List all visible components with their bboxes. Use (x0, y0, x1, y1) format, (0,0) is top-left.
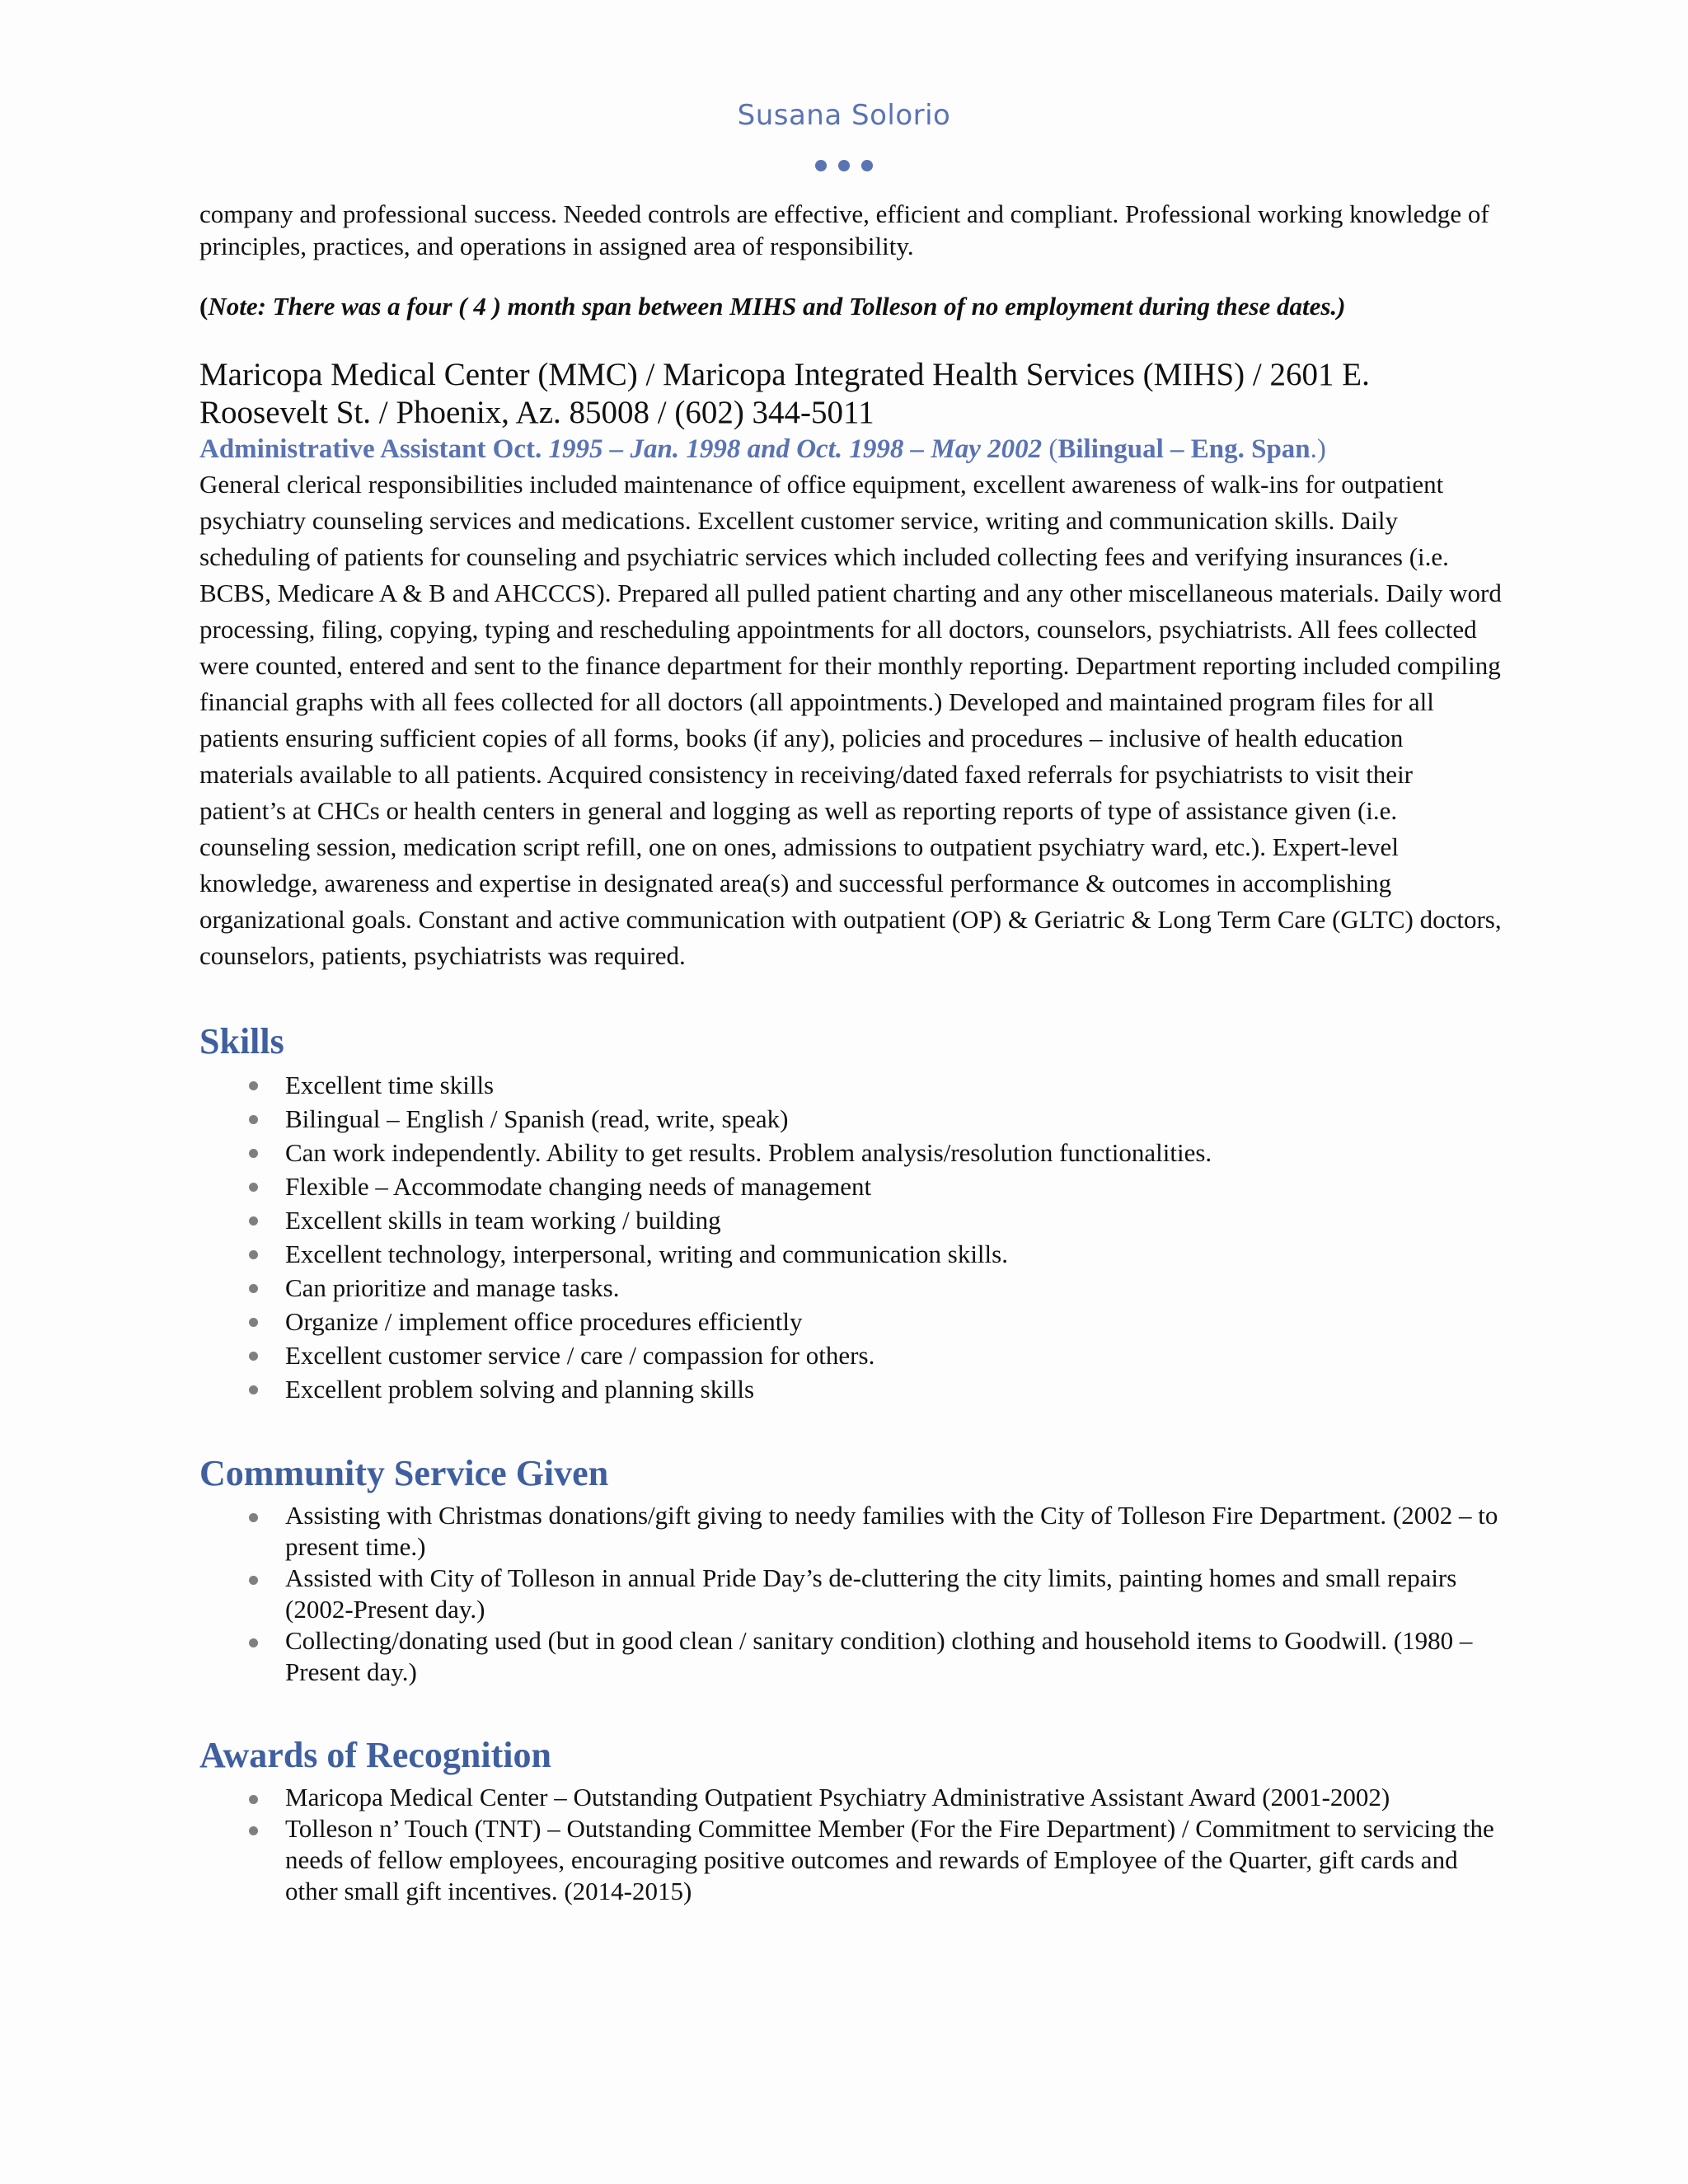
employment-gap-note (199, 290, 1502, 323)
skill-text: Can work independently. Ability to get results. Problem analysis/resolution functionalities. (285, 1138, 1212, 1167)
awards-list (199, 1782, 1502, 1907)
list-item (199, 1068, 1502, 1102)
list-item (199, 1305, 1502, 1338)
bullet-icon (249, 1284, 258, 1293)
bullet-icon (249, 1513, 258, 1522)
dot-icon (838, 160, 850, 171)
bullet-icon (249, 1183, 258, 1192)
job-description: General clerical responsibilities included maintenance of office equipment, excellent awareness of walk-ins for outpatient psychiatry counseling services and medications. Excellent customer service, writing and communication skills. Daily scheduling of patients for counseling and psychiatric services which included collecting fees and verifying insurances (i.e. BCBS, Medicare A & B and AHCCCS). Prepared all pulled patient charting and any other miscellaneous materials. Daily word processing, filing, copying, typing and rescheduling appointments for all doctors, counselors, psychiatrists. All fees collected were counted, entered and sent to the finance department for their monthly reporting. Department reporting included compiling financial graphs with all fees collected for all doctors (all appointments.) Developed and maintained program files for all patients ensuring sufficient copies of all forms, books (if any), policies and procedures – inclusive of health education materials available to all patients. Acquired consistency in receiving/dated faxed referrals for psychiatrists to visit their patient’s at CHCs or health centers in general and logging as well as reporting reports of type of assistance given (i.e. counseling session, medication script refill, one on ones, admissions to outpatient psychiatry ward, etc.). Expert-level knowledge, awareness and expertise in designated area(s) and successful performance & outcomes in accomplishing organizational goals. Constant and active communication with outpatient (OP) & Geriatric & Long Term Care (GLTC) doctors, counselors, patients, psychiatrists was required. (199, 470, 1502, 970)
list-item (199, 1338, 1502, 1372)
bullet-icon (249, 1795, 258, 1804)
community-text: Collecting/donating used (but in good clean / sanitary condition) clothing and household items to Goodwill. (1980 – Present day.) (285, 1626, 1473, 1686)
job-title-prefix: Administrative Assistant Oct. (199, 434, 542, 464)
list-item (199, 1102, 1502, 1136)
community-text: Assisted with City of Tolleson in annual Pride Day’s de-cluttering the city limits, painting homes and small repairs (2002-Present day.) (285, 1563, 1457, 1624)
bullet-icon (249, 1250, 258, 1259)
list-item (199, 1782, 1502, 1813)
job-title (199, 432, 1502, 466)
community-text: Assisting with Christmas donations/gift giving to needy families with the City of Tolleson Fire Department. (2002 – to present time.) (285, 1501, 1498, 1561)
note-open-paren: ( (199, 292, 209, 321)
dot-icon (861, 160, 873, 171)
skill-text: Excellent problem solving and planning skills (285, 1375, 755, 1404)
bullet-icon (249, 1576, 258, 1585)
list-item (199, 1372, 1502, 1406)
skill-text: Excellent time skills (285, 1071, 495, 1099)
list-item (199, 1625, 1502, 1688)
resume-content (199, 198, 1502, 1907)
list-item (199, 1500, 1502, 1563)
bullet-icon (249, 1081, 258, 1090)
job-title-dates: 1995 – Jan. 1998 and Oct. 1998 – May 2002 (542, 434, 1043, 464)
header-dots-divider (0, 160, 1688, 171)
skill-text: Excellent skills in team working / building (285, 1206, 721, 1235)
skill-text: Can prioritize and manage tasks. (285, 1273, 620, 1302)
bullet-icon (249, 1216, 258, 1226)
bullet-icon (249, 1318, 258, 1327)
list-item (199, 1237, 1502, 1271)
community-service-list (199, 1500, 1502, 1688)
list-item (199, 1813, 1502, 1907)
job-title-paren-close: .) (1310, 434, 1326, 464)
bullet-icon (249, 1352, 258, 1361)
skill-text: Organize / implement office procedures efficiently (285, 1307, 803, 1336)
bullet-icon (249, 1385, 258, 1394)
bullet-icon (249, 1149, 258, 1158)
employer-line: Maricopa Medical Center (MMC) / Maricopa Integrated Health Services (MIHS) / 2601 E. Roosevelt St. / Phoenix, Az. 85008 / (602) 344-5011 (199, 357, 1370, 430)
community-service-heading: Community Service Given (199, 1453, 609, 1493)
bullet-icon (249, 1638, 258, 1647)
list-item (199, 1563, 1502, 1625)
bullet-icon (249, 1826, 258, 1835)
skills-list (199, 1068, 1502, 1406)
skill-text: Excellent technology, interpersonal, writing and communication skills. (285, 1240, 1008, 1268)
list-item (199, 1169, 1502, 1203)
awards-heading: Awards of Recognition (199, 1735, 551, 1775)
intro-continuation: company and professional success. Needed controls are effective, efficient and compliant. Professional working knowledge of principles, practices, and operations in assigned area of responsibility. (199, 199, 1489, 260)
list-item (199, 1271, 1502, 1305)
skill-text: Bilingual – English / Spanish (read, write, speak) (285, 1104, 789, 1133)
header-name: Susana Solorio (737, 99, 951, 132)
award-text: Tolleson n’ Touch (TNT) – Outstanding Committee Member (For the Fire Department) / Commitment to servicing the needs of fellow employees, encouraging positive outcomes and rewards of Employee of the Quarter, gift cards and other small gift incentives. (2014-2015) (285, 1814, 1494, 1905)
job-title-bilingual: Bilingual – Eng. Span (1057, 434, 1311, 464)
list-item (199, 1136, 1502, 1169)
award-text: Maricopa Medical Center – Outstanding Outpatient Psychiatry Administrative Assistant Award (2001-2002) (285, 1783, 1390, 1811)
job-title-paren-open: ( (1042, 434, 1058, 464)
skills-heading: Skills (199, 1021, 284, 1062)
list-item (199, 1203, 1502, 1237)
bullet-icon (249, 1115, 258, 1124)
skill-text: Flexible – Accommodate changing needs of management (285, 1172, 872, 1201)
skill-text: Excellent customer service / care / compassion for others. (285, 1341, 875, 1370)
dot-icon (815, 160, 827, 171)
note-text: Note: There was a four ( 4 ) month span between MIHS and Tolleson of no employment during these dates.) (208, 292, 1346, 321)
